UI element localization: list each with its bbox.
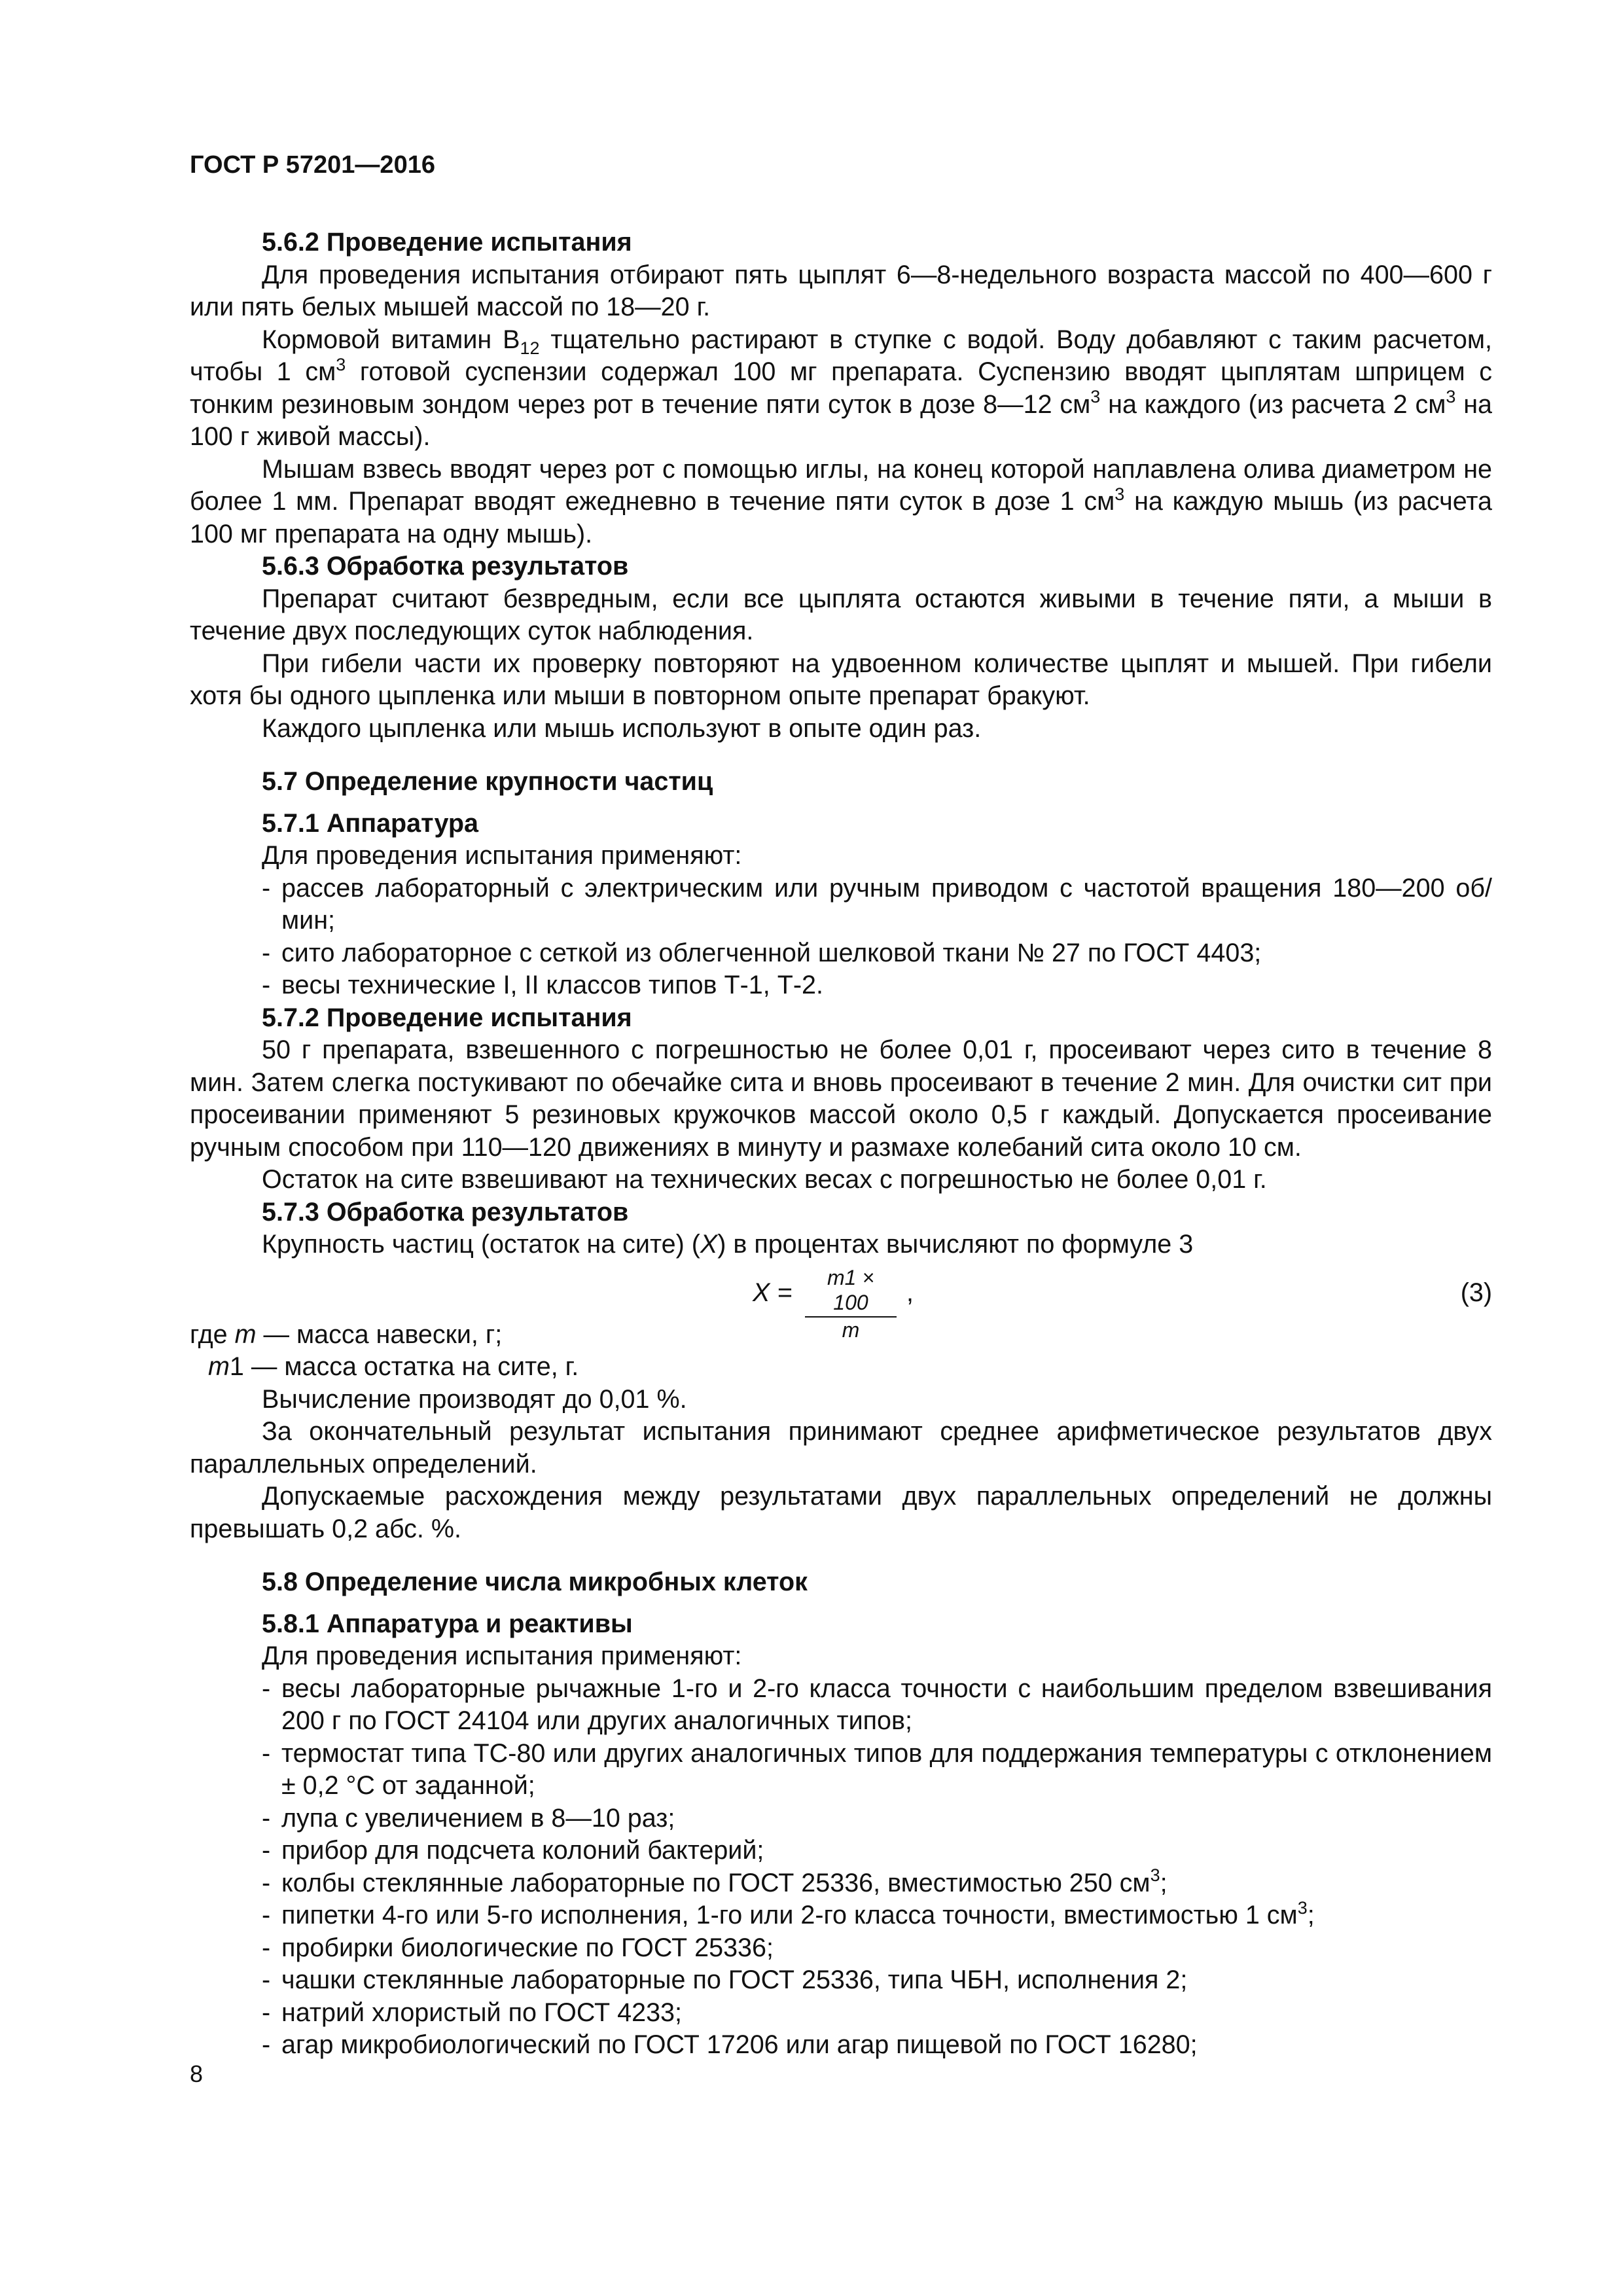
list-item: - агар микробиологический по ГОСТ 17206 или агар пищевой по ГОСТ 16280; <box>262 2030 1198 2059</box>
paragraph: Для проведения испытания применяют: <box>262 1641 742 1670</box>
formula-comma: , <box>906 1278 914 1307</box>
list-item: - пипетки 4-го или 5-го исполнения, 1-го или 2-го класса точности, вместимостью 1 $см^3$; <box>262 1897 1315 1929</box>
formula-lhs: X = <box>753 1278 793 1307</box>
section-heading-5-7: 5.7 Определение крупности частиц <box>262 767 713 796</box>
formula-numerator: m1 × 100 <box>805 1265 897 1318</box>
equipment-list <box>190 1673 1492 2062</box>
formula-denominator: m <box>842 1318 860 1342</box>
paragraph: Препарат считают безвредным, если все цыплята остаются живыми в течение пяти, а мыши в течение двух последующих суток наблюдения. <box>190 584 1492 645</box>
list-item: - чашки стеклянные лабораторные по ГОСТ 25336, типа ЧБН, исполнения 2; <box>262 1965 1188 1994</box>
paragraph: Каждого цыпленка или мышь используют в опыте один раз. <box>262 713 982 743</box>
formula-legend: m1 — масса остатка на сите, г. <box>208 1352 579 1381</box>
standard-header: ГОСТ Р 57201—2016 <box>190 151 435 179</box>
list-item: - весы технические I, II классов типов Т-1, Т-2. <box>262 971 823 999</box>
list-item: - термостат типа ТС-80 или других аналогичных типов для поддержания температуры с отклонением ± 0,2 °С от заданной; <box>262 1738 1492 1800</box>
list-item: - пробирки биологические по ГОСТ 25336; <box>262 1933 774 1962</box>
formula-fraction <box>805 1265 897 1342</box>
paragraph: Для проведения испытания применяют: <box>262 841 742 870</box>
paragraph: Допускаемые расхождения между результатами двух параллельных определений не должны превышать 0,2 абс. %. <box>190 1482 1492 1543</box>
document-body <box>190 226 1492 2062</box>
paragraph: Кормовой витамин $B_{12}$ тщательно растирают в ступке с водой. Воду добавляют с таким расчетом, чтобы 1 $см^3$ готовой суспензии содержал 100 мг препарата. Суспензию вводят цыплятам шприцем с тонким резиновым зондом через рот в течение пяти суток в дозе 8—12 $см^3$ на каждого (из расчета 2 $см^3$ на 100 г живой массы). <box>190 325 1493 451</box>
section-heading-5-8-1: 5.8.1 Аппаратура и реактивы <box>262 1609 633 1638</box>
paragraph: При гибели части их проверку повторяют на удвоенном количестве цыплят и мышей. При гибели хотя бы одного цыпленка или мыши в повторном опыте препарат бракуют. <box>190 649 1492 710</box>
paragraph: 50 г препарата, взвешенного с погрешностью не более 0,01 г, просеивают через сито в течение 8 мин. Затем слегка постукивают по обечайке сита и вновь просеивают в течение 2 мин. Для очистки сит при просеивании применяют 5 резиновых кружочков массой около 0,5 г каждый. Допускается просеивание ручным способом при 110—120 движениях в минуту и размахе колебаний сита около 10 см. <box>190 1035 1492 1162</box>
paragraph: Остаток на сите взвешивают на технических весах с погрешностью не более 0,01 г. <box>262 1165 1267 1194</box>
list-item: - колбы стеклянные лабораторные по ГОСТ 25336, вместимостью 250 $см^3$; <box>262 1865 1168 1897</box>
formula-legend: где m — масса навески, г; <box>190 1319 503 1349</box>
list-item: - прибор для подсчета колоний бактерий; <box>262 1836 764 1865</box>
section-heading-5-6-3: 5.6.3 Обработка результатов <box>262 552 629 581</box>
list-item: - рассев лабораторный с электрическим или ручным приводом с частотой вращения 180—200 об/мин; <box>262 873 1492 935</box>
formula-number: (3) <box>1460 1278 1492 1307</box>
list-item: - натрий хлористый по ГОСТ 4233; <box>262 1998 682 2027</box>
page-number: 8 <box>190 2060 204 2087</box>
section-heading-5-7-3: 5.7.3 Обработка результатов <box>262 1197 629 1227</box>
list-item: - сито лабораторное с сеткой из облегченной шелковой ткани № 27 по ГОСТ 4403; <box>262 938 1262 967</box>
paragraph: Крупность частиц (остаток на сите) (X) в процентах вычисляют по формуле 3 <box>262 1230 1194 1259</box>
section-heading-5-6-2: 5.6.2 Проведение испытания <box>262 228 632 257</box>
paragraph: Для проведения испытания отбирают пять цыплят 6—8-недельного возраста массой по 400—600 г или пять белых мышей массой по 18—20 г. <box>190 260 1492 321</box>
section-heading-5-7-2: 5.7.2 Проведение испытания <box>262 1003 632 1032</box>
paragraph: Вычисление производят до 0,01 %. <box>262 1384 687 1414</box>
list-item: - весы лабораторные рычажные 1-го и 2-го класса точности с наибольшим пределом взвешивания 200 г по ГОСТ 24104 или других аналогичных типов; <box>262 1674 1492 1735</box>
paragraph: Мышам взвесь вводят через рот с помощью иглы, на конец которой наплавлена олива диаметром не более 1 мм. Препарат вводят ежедневно в течение пяти суток в дозе 1 $см^3$ на каждую мышь (из расчета 100 мг препарата на одну мышь). <box>190 454 1493 548</box>
section-heading-5-7-1: 5.7.1 Аппаратура <box>262 808 479 838</box>
section-heading-5-8: 5.8 Определение числа микробных клеток <box>262 1568 808 1596</box>
paragraph: За окончательный результат испытания принимают среднее арифметическое результатов двух параллельных определений. <box>190 1417 1492 1479</box>
list-item: - лупа с увеличением в 8—10 раз; <box>262 1803 675 1833</box>
